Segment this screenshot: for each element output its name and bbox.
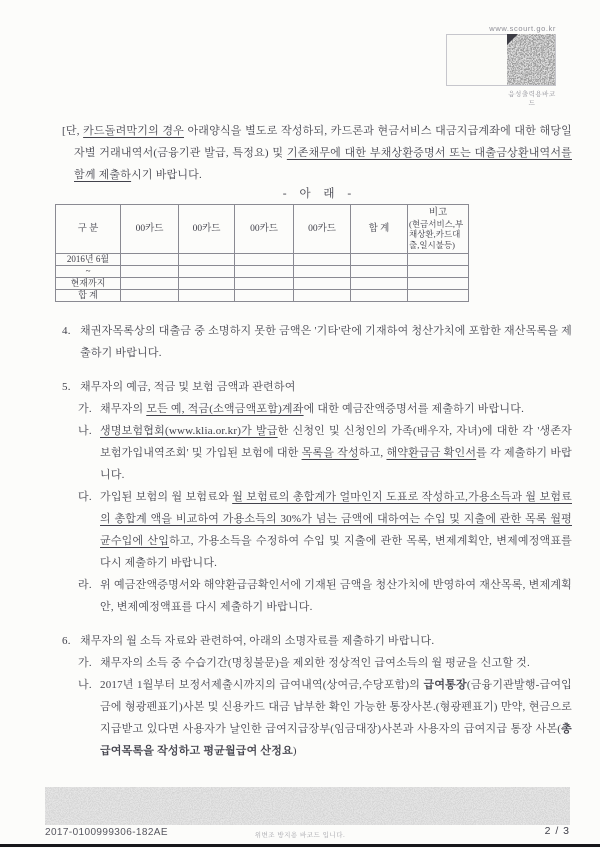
numbered-item-4: [62, 320, 572, 364]
text-run: 2017년 1월부터 보정서제출시까지의 급여내역(상여금,수당포함)의: [100, 679, 424, 691]
bold-text: 급여통장: [423, 679, 467, 691]
card-table-row: [56, 290, 469, 302]
item-row: [62, 320, 572, 364]
below-heading: - 아 래 -: [282, 188, 357, 200]
underlined-text: 생명보험협회(www.klia.or.kr)가 발급: [100, 425, 278, 437]
header-label: 비고: [428, 207, 448, 218]
text-run: 시기 바랍니다.: [131, 169, 202, 181]
text-run: 가입된 보험의 월 보험료와: [100, 491, 233, 503]
empty-cell: [235, 278, 294, 290]
underlined-text: 목록을 작성: [301, 447, 359, 459]
card-table-header-cell: [56, 205, 121, 254]
card-table-header-cell: [408, 205, 469, 254]
underlined-text: 해약환급금 확인서: [386, 447, 477, 459]
header-label: 00카드: [135, 223, 164, 234]
sub-item-row: [78, 420, 572, 486]
text-run: [단,: [62, 125, 84, 137]
item-number: 4.: [62, 325, 71, 337]
underlined-text: 기존채무에 대한 부채상환증명서 또는 대출금상환내역서를 함께 제출하: [74, 147, 572, 181]
scourt-url-label: www.scourt.go.kr: [489, 24, 556, 33]
card-payment-table: [55, 204, 469, 302]
numbered-item-6: [62, 630, 572, 762]
card-table-header-row: [56, 205, 469, 254]
document-body: [62, 120, 572, 762]
text-run: 채무자의 예금, 적금 및 보험 금액과 관련하여: [80, 381, 296, 393]
text-run: 아래양식을 별도로 작성하되, 카드론과 현금서비스 대금지급계좌에 대한 해당일자별 거래내역서(금융기관 발급, 특정요) 및: [74, 125, 572, 159]
empty-cell: [351, 266, 408, 278]
item-number: 5.: [62, 381, 71, 393]
empty-cell: [121, 266, 179, 278]
sub-item-row: [78, 574, 572, 618]
card-table-header-cell: [351, 205, 408, 254]
item-number: 나.: [78, 425, 92, 437]
empty-cell: [294, 290, 351, 302]
card-table-row: [56, 254, 469, 266]
card-table-header-cell: [294, 205, 351, 254]
card-table-row: [56, 266, 469, 278]
text-run: 위 예금잔액증명서와 해약환급금확인서에 기재된 금액을 청산가치에 반영하여 재산목록, 변제계획안, 변제예정액표를 다시 제출하기 바랍니다.: [100, 579, 572, 613]
item-text: [100, 574, 572, 618]
sub-item-row: [78, 398, 572, 420]
sub-item-row: [78, 486, 572, 574]
item-text: [80, 630, 572, 652]
empty-cell: [121, 278, 179, 290]
page-indicator: 2 / 3: [544, 825, 570, 837]
item-number: 라.: [78, 579, 92, 591]
underlined-text: 모든 예, 적금(소액금액포함)계좌: [146, 403, 304, 415]
voice-output-barcode-image: [507, 34, 555, 85]
empty-cell: [179, 266, 235, 278]
item-text: [100, 652, 572, 674]
text-run: 채권자목록상의 대출금 중 소명하지 못한 금액은 '기타'란에 기재하여 청산가치에 포함한 재산목록을 제출하기 바랍니다.: [80, 325, 572, 359]
header-sub-label: (현금서비스,부채상환,카드대출,일시불등): [409, 218, 464, 250]
item-text: [80, 320, 572, 364]
header-label: 00카드: [250, 223, 278, 234]
item-number: 가.: [78, 403, 92, 415]
text-run: 한 신청인 및 신청인의 가족(배우자, 자녀)에 대한 각 '생존자 보험가입내역조회' 및 가입된 보험에 대한: [100, 425, 572, 459]
empty-cell: [179, 290, 235, 302]
empty-cell: [294, 254, 351, 266]
text-run: ): [292, 745, 297, 757]
item-row: [62, 376, 572, 398]
item-number: 가.: [78, 657, 92, 669]
empty-cell: [235, 254, 294, 266]
text-run: 채무자의 월 소득 자료와 관련하여, 아래의 소명자료를 제출하기 바랍니다.: [80, 635, 435, 647]
empty-cell: [294, 266, 351, 278]
card-table-body: [56, 254, 469, 302]
sub-item-row: [78, 674, 572, 762]
empty-cell: [294, 278, 351, 290]
empty-cell: [179, 278, 235, 290]
document-number: 2017-0100999306-182AE: [45, 827, 168, 838]
item-text: [100, 674, 572, 762]
voice-barcode-caption: 음성출력용바코드: [508, 91, 556, 107]
item-number: 6.: [62, 635, 71, 647]
empty-cell: [179, 254, 235, 266]
anti-forgery-barcode-image: [45, 787, 570, 825]
empty-cell: [351, 278, 408, 290]
text-run: 에 대한 예금잔액증명서를 제출하기 바랍니다.: [303, 403, 525, 415]
header-label: 합 계: [368, 223, 390, 234]
row-label-cell: 2016년 6월: [56, 254, 121, 266]
empty-cell: [408, 266, 469, 278]
anti-forgery-caption: 위변조 방지용 바코드 입니다.: [254, 832, 346, 839]
empty-cell: [121, 254, 179, 266]
text-run: 채무자의: [100, 403, 147, 415]
bottom-scan-edge: [0, 844, 600, 847]
text-run: 하고,: [358, 447, 387, 459]
item-text: [100, 486, 572, 574]
card-table-header-cell: [179, 205, 235, 254]
item-number: 다.: [78, 491, 92, 503]
header-label: 00카드: [308, 223, 336, 234]
card-table-row: [56, 278, 469, 290]
item-text: [80, 376, 572, 398]
items-list: [62, 320, 572, 762]
empty-cell: [121, 290, 179, 302]
header-label: 00카드: [192, 223, 221, 234]
item-text: [100, 398, 572, 420]
numbered-item-5: [62, 376, 572, 618]
header-label: 구 분: [77, 223, 99, 234]
text-run: (금융기관발행-급여입금에 형광펜표기)사본 및 신용카드 대금 납부한 확인 가능한 통장사본.(형광펜표기) 만약, 현금으로 지급받고 있다면 사용자가 날인한 급여지급장부(임금대장)사본과 사용자의 급여지급 통장 사본(: [100, 679, 572, 735]
row-label-cell: ~: [56, 266, 121, 278]
underlined-text: 카드돌려막기의 경우: [83, 125, 185, 137]
empty-cell: [351, 290, 408, 302]
row-label-cell: 합 계: [56, 290, 121, 302]
empty-cell: [235, 290, 294, 302]
card-kiting-note: [62, 120, 572, 186]
sub-item-row: [78, 652, 572, 674]
text-run: 하고, 가용소득을 수정하여 수입 및 지출에 관한 목록, 변제계획안, 변제예정액표를 다시 제출하기 바랍니다.: [100, 535, 573, 569]
empty-cell: [235, 266, 294, 278]
row-label-cell: 현재까지: [56, 278, 121, 290]
empty-cell: [351, 254, 408, 266]
card-table-header-cell: [121, 205, 179, 254]
text-run: 채무자의 소득 중 수습기간(명칭불문)을 제외한 정상적인 급여소득의 월 평균을 신고할 것.: [100, 657, 530, 669]
barcode-corner-mark: [507, 34, 518, 45]
item-number: 나.: [78, 679, 92, 691]
bold-text: 총급여목록을 작성하고 평균월급여 산정요: [100, 723, 572, 757]
item-row: [62, 630, 572, 652]
item-text: [100, 420, 572, 486]
card-table-header-cell: [235, 205, 294, 254]
empty-cell: [408, 290, 469, 302]
empty-cell: [408, 254, 469, 266]
underlined-text: 월 보험료의 총합계가 얼마인지 도표로 작성하고,가용소득과 월 보험료의 총합계 액을 비교하여 가용소득의 30%가 넘는 금액에 대하여는 수입 및 지출에 관한 목록 월평균수입에 산입: [100, 491, 572, 547]
empty-cell: [408, 278, 469, 290]
text-run: 를 각 제출하기 바랍니다.: [100, 447, 572, 481]
